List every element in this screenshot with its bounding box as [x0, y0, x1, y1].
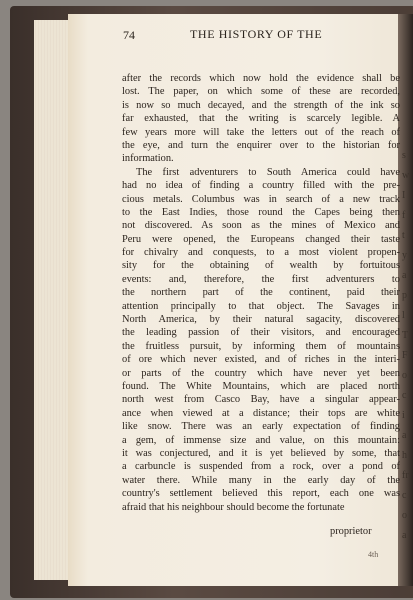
right-page-char: s — [402, 150, 406, 161]
text-line: water there. While many in the early day of the — [122, 474, 400, 486]
right-page-char: h — [402, 450, 407, 461]
right-page-char: o — [402, 510, 407, 521]
right-page-char: I — [402, 190, 406, 201]
right-page-char: c — [402, 490, 407, 501]
right-page-char: i — [402, 410, 405, 421]
text-line: The first adventurers to South America could have — [136, 166, 400, 178]
text-line: events: and, therefore, the first adventurers to — [122, 273, 400, 285]
text-line: ance when viewed at a distance; their tops are white — [122, 407, 400, 419]
text-line: after the records which now hold the evidence shall be — [122, 73, 400, 84]
text-line: it was conjectured, and it is yet believed by some, that — [122, 447, 400, 459]
body-text — [122, 72, 400, 514]
text-line: the leading passion of their visitors, and encouraged — [122, 327, 400, 339]
text-line: the eye, and turn the enquirer over to the historian for — [122, 139, 400, 151]
running-head: THE HISTORY OF THE — [190, 27, 323, 41]
text-line: a carbuncle is suspended from a rock, over a pond of — [122, 461, 400, 473]
right-page-char: y — [402, 250, 407, 261]
right-page-char: F — [402, 350, 408, 361]
right-page-char: c — [402, 390, 407, 401]
text-line: found. The White Mountains, which are placed north — [122, 380, 400, 392]
text-line: a gem, of immense size and value, on this mountain: — [122, 434, 400, 446]
text-line: far exhausted, that the writing is scarcely legible. A — [122, 113, 400, 125]
text-line: to the East Indies, those round the Capes being then — [122, 206, 400, 218]
text-line: like snow. There was an early expectation of finding — [122, 421, 400, 433]
right-page-char: a — [402, 530, 407, 541]
right-page-char: t — [402, 230, 405, 241]
text-line: information. — [122, 153, 174, 165]
text-line: the northern part of the continent, paid their — [122, 287, 400, 299]
text-line: the fruitless pursuit, by informing them of mountains — [122, 340, 400, 352]
text-line: attention principally to that object. The Savages in — [122, 300, 400, 312]
text-line: North America, by their natural sagacity, discovered — [122, 314, 400, 326]
text-line: not discovered. As soon as the mines of Mexico and — [122, 220, 400, 232]
text-line: country's settlement believed this report, each one was — [122, 488, 400, 500]
catchword: proprietor — [330, 526, 372, 537]
right-page-char: a — [402, 430, 407, 441]
text-line: lost. The paper, on which some of these are recorded, — [122, 86, 400, 98]
right-page-char: p — [402, 290, 407, 301]
right-page-char: w — [402, 170, 410, 181]
right-page-char: a — [402, 270, 407, 281]
text-line: few years more will take the letters out of the reach of — [122, 126, 400, 138]
signature-mark: 4th — [368, 550, 379, 559]
text-line: had no idea of finding a country filled with the pre- — [122, 180, 400, 192]
right-page-char: fr — [402, 470, 409, 481]
text-line: afraid that his neighbour should become the fortunate — [122, 501, 345, 513]
text-line: Peru were opened, the Europeans changed their taste — [122, 233, 400, 245]
text-line: cious metals. Columbus was in search of a new track — [122, 193, 400, 205]
text-line: north west from Casco Bay, have a singular appear- — [122, 394, 400, 406]
text-line: of ore which never existed, and of riches in the interi- — [122, 354, 400, 366]
right-page-char: o — [402, 370, 407, 381]
right-page-char: T — [402, 330, 409, 341]
right-page-char: l — [402, 310, 405, 321]
right-page-char: f — [402, 210, 406, 221]
page-number: 74 — [123, 28, 135, 42]
text-line: for chivalry and conquests, to a most violent propen- — [122, 247, 400, 259]
text-line: or parts of the country which have never yet been — [122, 367, 400, 379]
text-line: is now so much decayed, and the strength of the ink so — [122, 99, 400, 111]
text-line: sity for the obtaining of wealth by fortuitous — [122, 260, 400, 272]
